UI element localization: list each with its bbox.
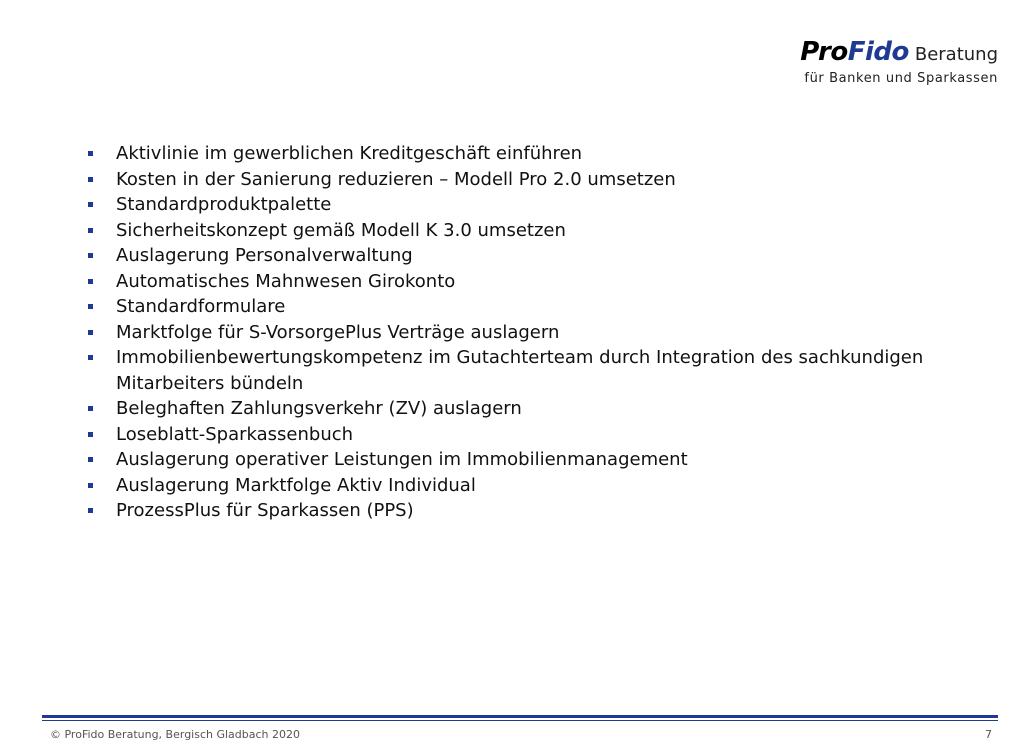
bullet-text: Automatisches Mahnwesen Girokonto [116,270,456,292]
square-bullet-icon [88,304,93,309]
logo-beratung: Beratung [914,44,998,65]
bullet-text: ProzessPlus für Sparkassen (PPS) [116,500,414,521]
square-bullet-icon [88,406,93,411]
logo-fido: Fido [847,37,909,67]
bullet-item [88,320,988,346]
square-bullet-icon [88,355,93,360]
logo-wordmark [800,38,998,69]
square-bullet-icon [88,483,93,488]
square-bullet-icon [88,202,93,207]
bullet-text: Standardformulare [116,296,286,317]
page-number: 7 [985,728,992,741]
square-bullet-icon [88,253,93,258]
bullet-text: Sicherheitskonzept gemäß Modell K 3.0 umsetzen [116,219,566,241]
footer-copyright: © ProFido Beratung, Bergisch Gladbach 2020 [50,728,301,741]
bullet-item [88,141,988,167]
bullet-item [88,167,988,193]
bullet-text: Auslagerung operativer Leistungen im Immobilienmanagement [116,449,688,470]
square-bullet-icon [88,177,93,182]
square-bullet-icon [88,330,93,335]
bullet-item [88,422,988,448]
footer-divider-thin [42,720,998,721]
square-bullet-icon [88,432,93,437]
bullet-item [88,243,988,269]
bullet-item [88,447,988,473]
bullet-item [88,345,988,396]
logo-pro: Pro [800,37,848,67]
bullet-text: Aktivlinie im gewerblichen Kreditgeschäft einführen [116,143,583,164]
bullet-item [88,269,988,295]
logo-tagline: für Banken und Sparkassen [804,71,998,86]
bullet-item [88,294,988,320]
bullet-item [88,396,988,422]
square-bullet-icon [88,151,93,156]
bullet-text: Immobilienbewertungskompetenz im Gutachterteam durch Integration des sachkundigen Mitarbeiters bündeln [116,347,924,394]
profido-logo [800,38,998,86]
bullet-item [88,218,988,244]
bullet-text: Auslagerung Personalverwaltung [116,245,413,266]
square-bullet-icon [88,508,93,513]
square-bullet-icon [88,279,93,284]
square-bullet-icon [88,457,93,462]
bullet-item [88,473,988,499]
bullet-text: Kosten in der Sanierung reduzieren – Modell Pro 2.0 umsetzen [116,168,676,190]
footer-divider [42,715,998,718]
bullet-text: Standardproduktpalette [116,194,332,215]
square-bullet-icon [88,228,93,233]
bullet-item [88,498,988,524]
bullet-list [88,141,988,524]
bullet-text: Beleghaften Zahlungsverkehr (ZV) auslagern [116,398,522,419]
bullet-text: Auslagerung Marktfolge Aktiv Individual [116,474,476,496]
bullet-text: Loseblatt-Sparkassenbuch [116,423,354,445]
bullet-text: Marktfolge für S-VorsorgePlus Verträge auslagern [116,321,560,343]
bullet-item [88,192,988,218]
